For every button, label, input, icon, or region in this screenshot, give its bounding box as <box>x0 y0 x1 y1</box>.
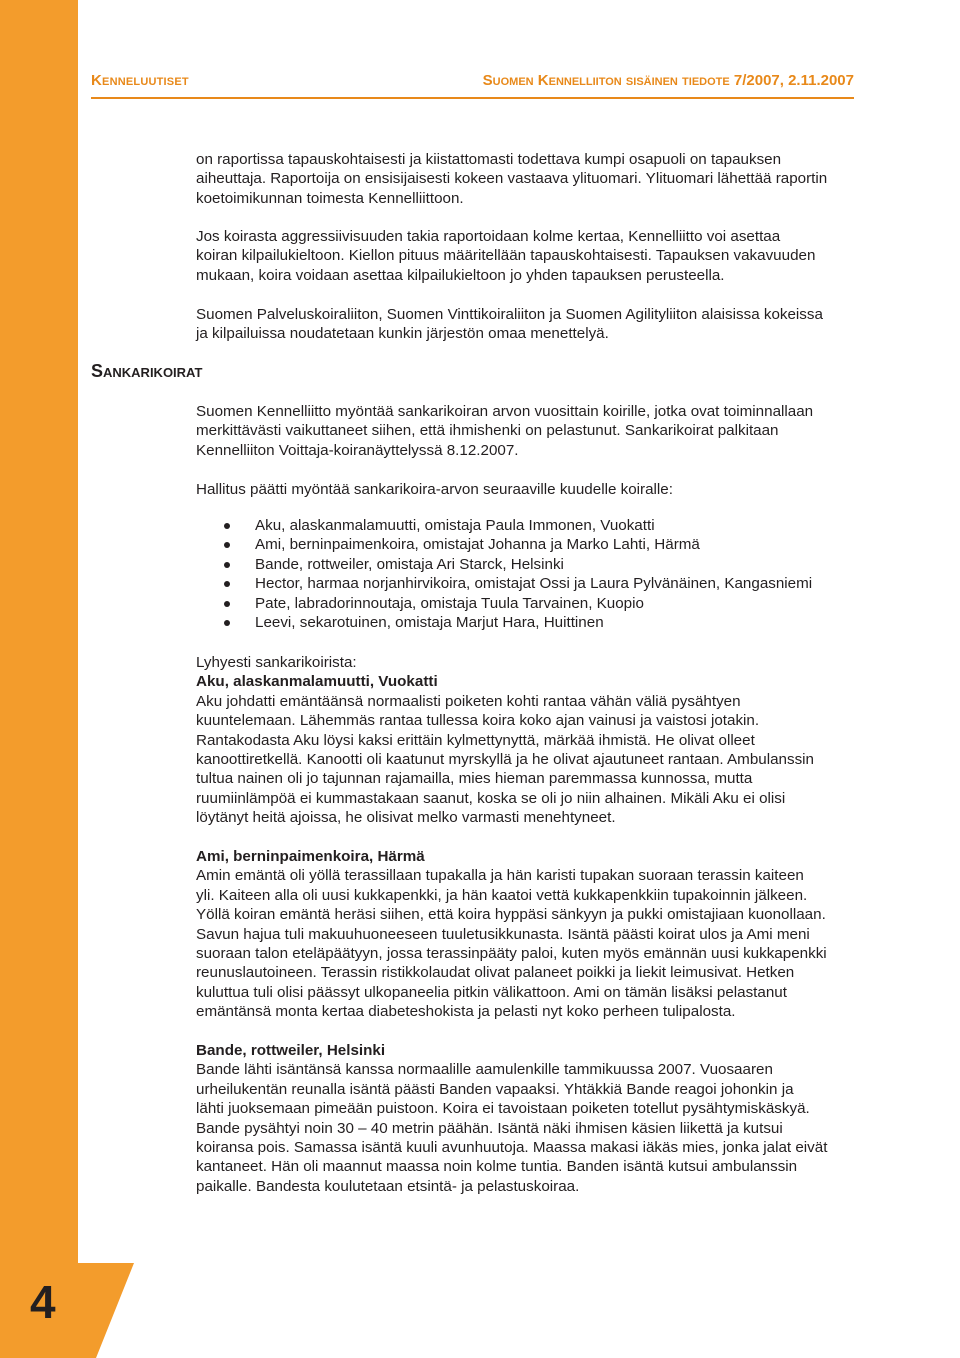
text-line: kuuntelemaan. Lähemmäs rantaa tullessa koira koko ajan vainusi ja vaistosi jotakin. <box>196 712 760 730</box>
story-title: Bande, rottweiler, Helsinki <box>196 1042 386 1059</box>
list-item <box>196 555 896 574</box>
list-item <box>196 535 896 554</box>
text-line: Savun hajua tuli makuuhuoneeseen tuuletusikkunasta. Isäntä päästi koirat ulos ja Ami meni <box>196 925 810 943</box>
list-item-text: Aku, alaskanmalamuutti, omistaja Paula Immonen, Vuokatti <box>255 517 655 534</box>
text-line: Kennelliiton Voittaja-koiranäyttelyssä 8.12.2007. <box>196 441 519 459</box>
text-line: paikalle. Bandesta koulutetaan etsintä- ja pelastuskoiraa. <box>196 1177 580 1195</box>
text-line: Suomen Palveluskoiraliiton, Suomen Vinttikoiraliiton ja Suomen Agilityliiton alaisissa kokeissa <box>196 306 823 323</box>
text-line: suoraan talon eteläpäätyyn, jossa terassinpääty paloi, kuten myös emännän uusi kukkapenkki <box>196 945 827 963</box>
bullet-icon <box>224 542 230 548</box>
text-line: koiran kilpailukieltoon. Kiellon pituus määritellään tapauskohtaisesti. Tapauksen vakavuuden <box>196 247 816 265</box>
list-item-text: Leevi, sekarotuinen, omistaja Marjut Hara, Huittinen <box>255 614 604 632</box>
intro-paragraph-2 <box>196 227 896 285</box>
text-line: urheilukentän reunalla isäntä päästi Banden vapaaksi. Yhtäkkiä Bande reagoi johonkin ja <box>196 1080 794 1098</box>
page-number-tab <box>0 1263 134 1358</box>
story-ami <box>196 847 896 1022</box>
text-line: koetoimikunnan toimesta Kennelliittoon. <box>196 189 464 207</box>
text-line: tultua nainen oli jo tajunnan rajamailla, mies hieman paremmassa kunnossa, mutta <box>196 770 753 788</box>
header-publication-name: Kenneluutiset <box>91 72 189 89</box>
header-divider <box>91 97 854 99</box>
text-line: ja kilpailuissa noudatetaan kunkin järjestön omaa menettelyä. <box>196 325 609 343</box>
text-line: Bande lähti isäntänsä kanssa normaalille aamulenkille tammikuussa 2007. Vuosaaren <box>196 1061 773 1079</box>
bullet-icon <box>224 601 230 607</box>
text-line: mukaan, koira voidaan asettaa kilpailukieltoon jo yhden tapauksen perusteella. <box>196 266 725 284</box>
sankari-paragraph-1 <box>196 402 896 460</box>
header-issue-info: Suomen Kennelliiton sisäinen tiedote 7/2007, 2.11.2007 <box>482 72 854 89</box>
list-item-text: Pate, labradorinnoutaja, omistaja Tuula Tarvainen, Kuopio <box>255 594 644 612</box>
text-line: kuluttua tuli olisi päässyt ulkopaneelia pitkin välikattoon. Ami on tämän lisäksi pelastanut <box>196 983 787 1001</box>
section-heading: Sankarikoirat <box>91 361 203 381</box>
text-line: ruumiinlämpöä ei kummastakaan saanut, koska se oli jo niin alhainen. Mikäli Aku ei olisi <box>196 789 786 807</box>
list-item-text: Bande, rottweiler, omistaja Ari Starck, Helsinki <box>255 555 564 573</box>
text-line: Rantakodasta Aku löysi kaksi erittäin kylmettynyttä, märkää ihmistä. He olivat olleet <box>196 731 755 749</box>
text-line: aiheuttaja. Raportoija on ensisijaisesti kokeen vastaava ylituomari. Ylituomari lähettää raportin <box>196 170 828 188</box>
text-line: koiransa pois. Samassa isäntä kuuli avunhuutoja. Maassa makasi iäkäs mies, jonka jalat eivät <box>196 1139 828 1157</box>
text-line: emäntänsä monta kertaa diabeteshokista ja pelasti nyt koko perheen tulipalosta. <box>196 1003 736 1021</box>
text-line: reunuslautoineen. Terassin ristikkolaudat olivat palaneet poikki ja liekit leimusivat. Hetken <box>196 964 795 982</box>
text-line: kantaneet. Hän oli maannut maassa noin kolme tuntia. Banden isäntä kutsui ambulanssin <box>196 1158 798 1176</box>
intro-paragraph-3 <box>196 305 896 344</box>
text-line: Aku johdatti emäntäänsä normaalisti poiketen kohti rantaa vähän väliä pysähtyen <box>196 692 741 710</box>
text-line: lähti juoksemaan pimeään puistoon. Koira ei tavoistaan poiketen totellut pysähtymiskäskyä. <box>196 1100 810 1118</box>
dog-list <box>196 516 896 632</box>
text-line: löytänyt heitä ajoissa, he olisivat melko varmasti menehtyneet. <box>196 809 616 827</box>
text-line: yli. Kaiteen alla oli uusi kukkapenkki, ja hän kaatoi vettä kukkapenkkiin tupakoinnin jälkeen. <box>196 886 808 904</box>
left-accent-bar <box>0 0 78 1358</box>
text-line: on raportissa tapauskohtaisesti ja kiistattomasti todettava kumpi osapuoli on tapauksen <box>196 151 782 168</box>
bullet-icon <box>224 620 230 626</box>
text-line: Hallitus päätti myöntää sankarikoira-arvon seuraaville kuudelle koiralle: <box>196 481 673 498</box>
sankari-paragraph-2 <box>196 480 896 499</box>
bullet-icon <box>224 562 230 568</box>
page-number: 4 <box>30 1276 56 1328</box>
text-line: Suomen Kennelliitto myöntää sankarikoiran arvon vuosittain koirille, jotka ovat toiminnallaan <box>196 403 814 420</box>
text-line: Jos koirasta aggressiivisuuden takia raportoidaan kolme kertaa, Kennelliitto voi asettaa <box>196 228 781 245</box>
story-title: Ami, berninpaimenkoira, Härmä <box>196 848 425 865</box>
list-item <box>196 516 896 535</box>
summary-label: Lyhyesti sankarikoirista: <box>196 654 357 671</box>
list-item <box>196 574 896 593</box>
text-line: kanoottiretkellä. Kanootti oli kaatunut myrskyllä ja he olivat ajautuneet rantaan. Ambulanssin <box>196 751 814 769</box>
text-line: merkittävästi vaikuttaneet siihen, että ihmishenki on pelastunut. Sankarikoirat palkitaan <box>196 422 779 440</box>
story-bande <box>196 1041 896 1196</box>
list-item-text: Hector, harmaa norjanhirvikoira, omistajat Ossi ja Laura Pylvänäinen, Kangasniemi <box>255 575 813 593</box>
bullet-icon <box>224 523 230 529</box>
story-aku <box>196 653 896 828</box>
intro-paragraph-1 <box>196 150 896 208</box>
text-line: Bande pysähtyi noin 30 – 40 metrin päähän. Isäntä näki ihmisen käsien liikettä ja kutsui <box>196 1119 783 1137</box>
list-item-text: Ami, berninpaimenkoira, omistajat Johanna ja Marko Lahti, Härmä <box>255 536 700 554</box>
text-line: Amin emäntä oli yöllä terassillaan tupakalla ja hän karisti tupakan suoraan terassin kaiteen <box>196 867 804 885</box>
list-item <box>196 613 896 632</box>
list-item <box>196 594 896 613</box>
bullet-icon <box>224 581 230 587</box>
story-title: Aku, alaskanmalamuutti, Vuokatti <box>196 673 438 691</box>
text-line: Yöllä koiran emäntä heräsi siihen, että koira hyppäsi sänkyyn ja pukki omistajiaan kuonollaan. <box>196 906 826 924</box>
